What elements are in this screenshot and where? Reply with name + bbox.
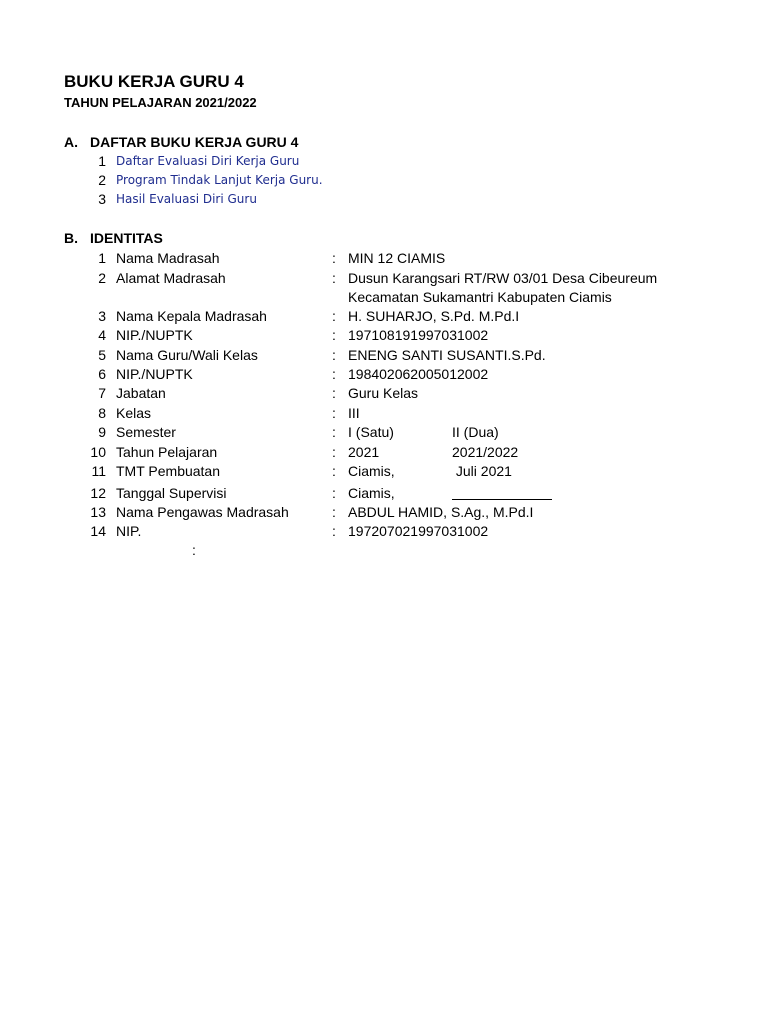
identity-row-value: Ciamis,	[348, 463, 395, 479]
section-b-letter: B.	[64, 230, 78, 246]
identity-row-label: NIP./NUPTK	[116, 327, 193, 343]
identity-row-number: 5	[98, 347, 106, 363]
identity-row-number: 7	[98, 385, 106, 401]
identity-row-number: 13	[90, 504, 106, 520]
identity-row-value: 197207021997031002	[348, 523, 489, 539]
identity-row-value: I (Satu)	[348, 424, 394, 440]
section-a-item-number: 2	[98, 172, 106, 188]
identity-row-label: Nama Guru/Wali Kelas	[116, 347, 258, 363]
identity-row-value-line2: Kecamatan Sukamantri Kabupaten Ciamis	[348, 289, 612, 305]
identity-row-label: NIP./NUPTK	[116, 366, 193, 382]
identity-row-label: TMT Pembuatan	[116, 463, 221, 479]
identity-row-number: 8	[98, 405, 106, 421]
identity-row-colon: :	[332, 270, 336, 286]
identity-row-value: III	[348, 405, 360, 421]
identity-row-label: Jabatan	[116, 385, 166, 401]
identity-row-value-secondary: Juli 2021	[452, 463, 512, 479]
section-a-item-number: 1	[98, 153, 106, 169]
section-b-title: IDENTITAS	[90, 230, 163, 246]
identity-row-label: Tahun Pelajaran	[116, 444, 218, 460]
identity-row-value: 198402062005012002	[348, 366, 489, 382]
identity-row-value: ABDUL HAMID, S.Ag., M.Pd.I	[348, 504, 534, 520]
identity-row-label: Alamat Madrasah	[116, 270, 226, 286]
identity-row-number: 3	[98, 308, 106, 324]
identity-row-value-secondary: 2021/2022	[452, 444, 519, 460]
date-blank-line	[452, 499, 552, 500]
identity-row-colon: :	[332, 385, 336, 401]
identity-row-value: 197108191997031002	[348, 327, 489, 343]
identity-row-value: Dusun Karangsari RT/RW 03/01 Desa Cibeureum	[348, 270, 658, 286]
identity-row-number: 10	[90, 444, 106, 460]
identity-row-label: Nama Kepala Madrasah	[116, 308, 267, 324]
identity-row-label: Nama Pengawas Madrasah	[116, 504, 289, 520]
identity-row-value: H. SUHARJO, S.Pd. M.Pd.I	[348, 308, 520, 324]
section-a-item-number: 3	[98, 191, 106, 207]
identity-row-value: 2021	[348, 444, 380, 460]
identity-row-colon: :	[332, 523, 336, 539]
identity-row-label: Kelas	[116, 405, 152, 421]
identity-row-value: MIN 12 CIAMIS	[348, 250, 446, 266]
identity-row-number: 4	[98, 327, 106, 343]
identity-row-colon: :	[332, 347, 336, 363]
identity-row-colon: :	[332, 424, 336, 440]
identity-row-label: Tanggal Supervisi	[116, 485, 227, 501]
identity-row-colon: :	[332, 327, 336, 343]
identity-row-number: 6	[98, 366, 106, 382]
section-a-letter: A.	[64, 134, 78, 150]
identity-row-colon: :	[332, 504, 336, 520]
identity-row-colon: :	[332, 308, 336, 324]
identity-row-value: Guru Kelas	[348, 385, 419, 401]
identity-row-value-secondary: II (Dua)	[452, 424, 499, 440]
identity-row-value: ENENG SANTI SUSANTI.S.Pd.	[348, 347, 546, 363]
identity-row-number: 9	[98, 424, 106, 440]
identity-row-number: 11	[91, 463, 106, 479]
identity-row-number: 12	[90, 485, 106, 501]
identity-row-colon: :	[332, 250, 336, 266]
section-a-item-label: Hasil Evaluasi Diri Guru	[116, 192, 257, 206]
identity-row-number: 1	[98, 250, 106, 266]
identity-row-colon: :	[332, 444, 336, 460]
identity-row-colon: :	[332, 463, 336, 479]
section-a-item-label: Daftar Evaluasi Diri Kerja Guru	[116, 154, 300, 168]
identity-row-label: Semester	[116, 424, 176, 440]
identity-row-label: NIP.	[116, 523, 142, 539]
stray-colon: :	[192, 542, 196, 558]
identity-row-colon: :	[332, 485, 336, 501]
identity-row-value: Ciamis,	[348, 485, 395, 501]
section-a-item-label: Program Tindak Lanjut Kerja Guru.	[116, 173, 323, 187]
identity-row-number: 2	[98, 270, 106, 286]
identity-row-number: 14	[90, 523, 106, 539]
page-subtitle: TAHUN PELAJARAN 2021/2022	[64, 95, 257, 110]
section-a-title: DAFTAR BUKU KERJA GURU 4	[90, 134, 299, 150]
identity-row-colon: :	[332, 405, 336, 421]
page-title: BUKU KERJA GURU 4	[64, 72, 244, 91]
identity-row-colon: :	[332, 366, 336, 382]
identity-row-label: Nama Madrasah	[116, 250, 220, 266]
